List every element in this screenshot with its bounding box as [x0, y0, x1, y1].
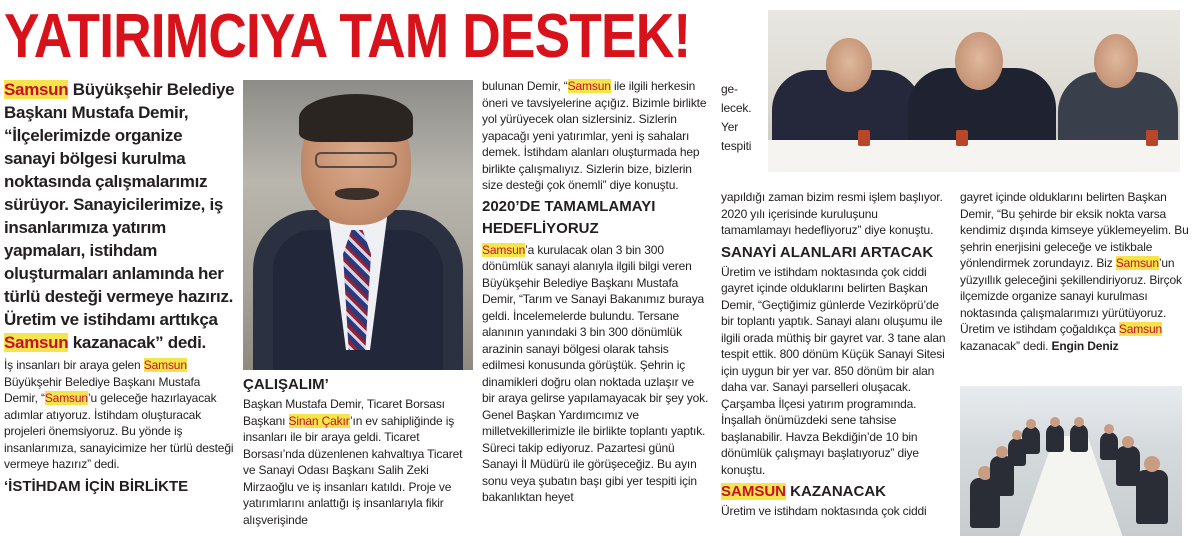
column-3: [482, 78, 710, 506]
meeting-photo: [768, 10, 1180, 172]
highlight-samsun: Samsun: [4, 80, 69, 99]
body-text: ’ın ev sahipliğinde iş insanları ile bir araya geldi. Ticaret Borsası’nda düzenlenen kahvaltıya Ticaret ve Sanayi Odası Başkanı Salih Zeki Mirzaoğlu ve iş insanları katıldı. Proje ve yatırımlarını anlattığı iş insanlarıyla fikir alışverişinde: [243, 413, 463, 527]
body-text: ’un yüzyıllık geleceğini şekillendiriyoruz. Birçok ilçemizde organize sanayi kurulması noktasında çalışmalarımızı yürütüyoruz. Üretim ve istihdam çoğaldıkça: [960, 256, 1182, 336]
portrait-photo: [243, 80, 473, 370]
lead-text-end: kazanacak” dedi.: [68, 333, 206, 352]
body-text: İş insanları bir araya gelen: [4, 358, 144, 372]
highlight-samsun: Samsun: [567, 79, 611, 93]
body-paragraph: [243, 396, 471, 528]
body-text: ’a kurulacak olan 3 bin 300 dönümlük sanayi alanıyla ilgili bilgi veren Büyükşehir Belediye Başkanı Mustafa Demir, “Tarım ve Sanayi Bakanımız buraya geldi. İncelemelerde bulundu. Tersane alanının yanındaki 3 bin 300 dönümlük arazinin sanayi bölgesi olarak tahsis edilmesi konusunda görüştük. Şehrin iç dinamikleri doğru olan noktada uzlaşır ve bir araya gelirse yapılamayacak bir şey yok. Genel Başkan Yardımcımız ve milletvekillerimizle ile birlikte toplantı yaptık. Süreci takip ediyoruz. Pazartesi günü Sanayi İl Müdürü ile görüşeceğiz. Bu ayın sonu veya şubatın başı gibi yer tespiti için bakanlıktan heyet: [482, 242, 709, 504]
headline: YATIRIMCIYA TAM DESTEK!: [4, 2, 691, 71]
meeting-room-photo: [960, 386, 1182, 536]
body-text: kazanacak” dedi.: [960, 338, 1052, 353]
body-text: gayret içinde olduklarını belirten Başkan Demir, “Bu şehirde bir eksik nokta varsa kendimiz dışında kimseye yüklemeyelim. Bu şehrin enerjisini geleceğe ve istikbale yönlendirmek zorundayız. Biz: [960, 190, 1189, 270]
subheading-samsun-kazanacak: [721, 481, 949, 503]
column-2: [243, 374, 471, 528]
body-paragraph: [482, 242, 710, 506]
subheading-text: KAZANACAK: [786, 483, 887, 500]
subheading-istihdam: ‘İSTİHDAM İÇİN BİRLİKTE: [4, 477, 189, 495]
body-text: bulunan Demir, “: [482, 79, 568, 93]
body-paragraph: yapıldığı zaman bizim resmi işlem başlıyor. 2020 yılı içerisinde kuruluşunu tamamlamayı hedefliyoruz” diye konuştu.: [721, 190, 943, 237]
highlight-samsun: Samsun: [1115, 256, 1159, 270]
body-paragraph: [4, 357, 236, 473]
body-text: ’u geleceğe hazırlayacak adımlar atıyoruz. İstihdam oluşturacak projeleri önemsiyoruz. Bu yönde iş insanlarımıza, sanayicimize her türlü desteği vermeye hazırız” dedi.: [4, 391, 234, 471]
subheading-calisalim: ÇALIŞALIM’: [243, 376, 329, 393]
highlight-samsun: Samsun: [44, 391, 88, 405]
lead-paragraph: [4, 78, 236, 354]
byline: Engin Deniz: [1051, 338, 1119, 353]
narrow-text: ge- lecek. Yer tespiti: [721, 82, 752, 153]
body-paragraph: Üretim ve istihdam noktasında çok ciddi gayret içinde olduklarını belirten Başkan Demir, “Geçtiğimiz günlerde Vezirköprü’de bir toplantı yaptık. Sanayi alanı oluşumu ile ilgili orada müthiş bir gayret var. 3 tane alan tespit ettik. 800 dönüm Küçük Sanayi Sitesi için uygun bir yer var. 850 dönüm bir alan daha var. Sanayi parselleri oluşacak. Çarşamba İlçesi yatırım programında. İnşallah önümüzdeki sene tahsise başlanabilir. Havza Bekdiğin’de 10 bin dönümlük çalışmayı başlatıyoruz” diye konuştu.: [721, 264, 946, 477]
subheading-2020: 2020’DE TAMAMLAMAYI HEDEFLİYORUZ: [482, 197, 656, 237]
highlight-name: Sinan Çakır: [288, 413, 350, 428]
column-5: [960, 189, 1196, 354]
lead-text: Büyükşehir Belediye Başkanı Mustafa Demir, “İlçelerimizde organize sanayi bölgesi kurulma noktasında çalışmalarımız sürüyor. Sanayicilerimize, iş insanlarımıza yatırım yapmaları, istihdam oluşturmaları anlamında her türlü desteği vermeye hazırız. Üretim ve istihdamı arttıkça: [4, 80, 235, 329]
highlight-samsun: Samsun: [143, 358, 187, 372]
highlight-samsun: Samsun: [482, 242, 526, 257]
body-text: Başkan Mustafa Demir, Ticaret Borsası Başkanı: [243, 397, 445, 428]
highlight-samsun-2: Samsun: [4, 333, 69, 352]
body-paragraph: Üretim ve istihdam noktasında çok ciddi: [721, 504, 927, 518]
highlight-samsun: SAMSUN: [721, 483, 787, 500]
body-paragraph: [482, 78, 710, 194]
highlight-samsun: Samsun: [1118, 322, 1163, 336]
column-1: [4, 78, 236, 498]
subheading-sanayi: SANAYİ ALANLARI ARTACAK: [721, 243, 934, 261]
body-text: ile ilgili herkesin öneri ve tavsiyelerine açığız. Bizimle birlikte yol yürüyecek olan sizlersiniz. Sizlerin yapacağı yeni yatırımlar, yeni iş sahaları demek. İstihdam alanları oluşturmada hep birlikte çalışmalıyız. Sizlerin bize, bizlerin size desteği çok önemli” diye konuştu.: [482, 79, 707, 192]
body-paragraph: [960, 189, 1196, 354]
column-4: [721, 189, 949, 520]
body-text: Büyükşehir Belediye Başkanı Mustafa Demir, “: [4, 374, 201, 405]
